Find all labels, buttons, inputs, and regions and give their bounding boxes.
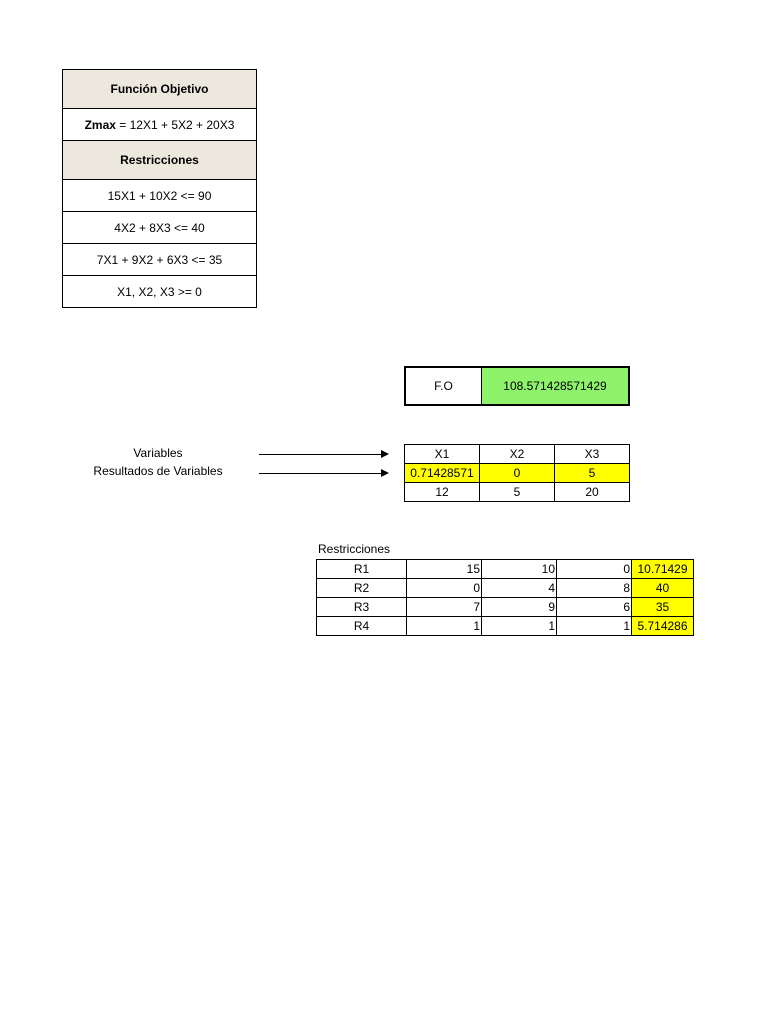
coef-cell[interactable]: 0	[407, 579, 482, 598]
constraint-3: 7X1 + 9X2 + 6X3 <= 35	[63, 244, 257, 276]
var-name-x2[interactable]: X2	[480, 445, 555, 464]
constraint-1: 15X1 + 10X2 <= 90	[63, 180, 257, 212]
result-cell[interactable]: 10.71429	[632, 560, 694, 579]
fo-label: F.O	[406, 368, 482, 404]
constraints-header: Restricciones	[63, 141, 257, 180]
variables-label: Variables	[133, 446, 183, 460]
table-row	[317, 617, 694, 636]
coef-cell[interactable]: 1	[557, 617, 632, 636]
coef-cell[interactable]: 1	[482, 617, 557, 636]
row-name[interactable]: R1	[317, 560, 407, 579]
coef-cell[interactable]: 9	[482, 598, 557, 617]
objective-header: Función Objetivo	[63, 70, 257, 109]
var-name-x3[interactable]: X3	[555, 445, 630, 464]
coef-cell[interactable]: 8	[557, 579, 632, 598]
coef-cell[interactable]: 6	[557, 598, 632, 617]
results-label: Resultados de Variables	[93, 464, 223, 478]
coef-cell[interactable]: 4	[482, 579, 557, 598]
var-coef-x3[interactable]: 20	[555, 483, 630, 502]
results-arrow	[259, 469, 389, 478]
row-name[interactable]: R2	[317, 579, 407, 598]
variables-arrow	[259, 450, 389, 459]
constraint-2: 4X2 + 8X3 <= 40	[63, 212, 257, 244]
table-row	[317, 560, 694, 579]
fo-value[interactable]: 108.571428571429	[482, 368, 628, 404]
row-name[interactable]: R4	[317, 617, 407, 636]
coef-cell[interactable]: 7	[407, 598, 482, 617]
coef-cell[interactable]: 0	[557, 560, 632, 579]
coef-cell[interactable]: 15	[407, 560, 482, 579]
table-row	[317, 579, 694, 598]
restricciones-table	[316, 559, 694, 636]
variables-table	[404, 444, 630, 502]
model-table	[62, 69, 257, 308]
coef-cell[interactable]: 10	[482, 560, 557, 579]
objective-expression: = 12X1 + 5X2 + 20X3	[115, 117, 235, 132]
fo-box	[404, 366, 630, 406]
result-cell[interactable]: 40	[632, 579, 694, 598]
coef-cell[interactable]: 1	[407, 617, 482, 636]
result-cell[interactable]: 5.714286	[632, 617, 694, 636]
row-name[interactable]: R3	[317, 598, 407, 617]
variables-header-row	[405, 445, 630, 464]
var-result-x2[interactable]: 0	[480, 464, 555, 483]
objective-prefix: Zmax	[84, 117, 116, 132]
objective-function	[63, 109, 257, 141]
var-coef-x2[interactable]: 5	[480, 483, 555, 502]
table-row	[317, 598, 694, 617]
var-result-x3[interactable]: 5	[555, 464, 630, 483]
var-result-x1[interactable]: 0.71428571	[405, 464, 480, 483]
variables-coef-row	[405, 483, 630, 502]
var-coef-x1[interactable]: 12	[405, 483, 480, 502]
restricciones-title: Restricciones	[318, 542, 391, 556]
constraint-4: X1, X2, X3 >= 0	[63, 276, 257, 308]
result-cell[interactable]: 35	[632, 598, 694, 617]
variables-results-row	[405, 464, 630, 483]
var-name-x1[interactable]: X1	[405, 445, 480, 464]
